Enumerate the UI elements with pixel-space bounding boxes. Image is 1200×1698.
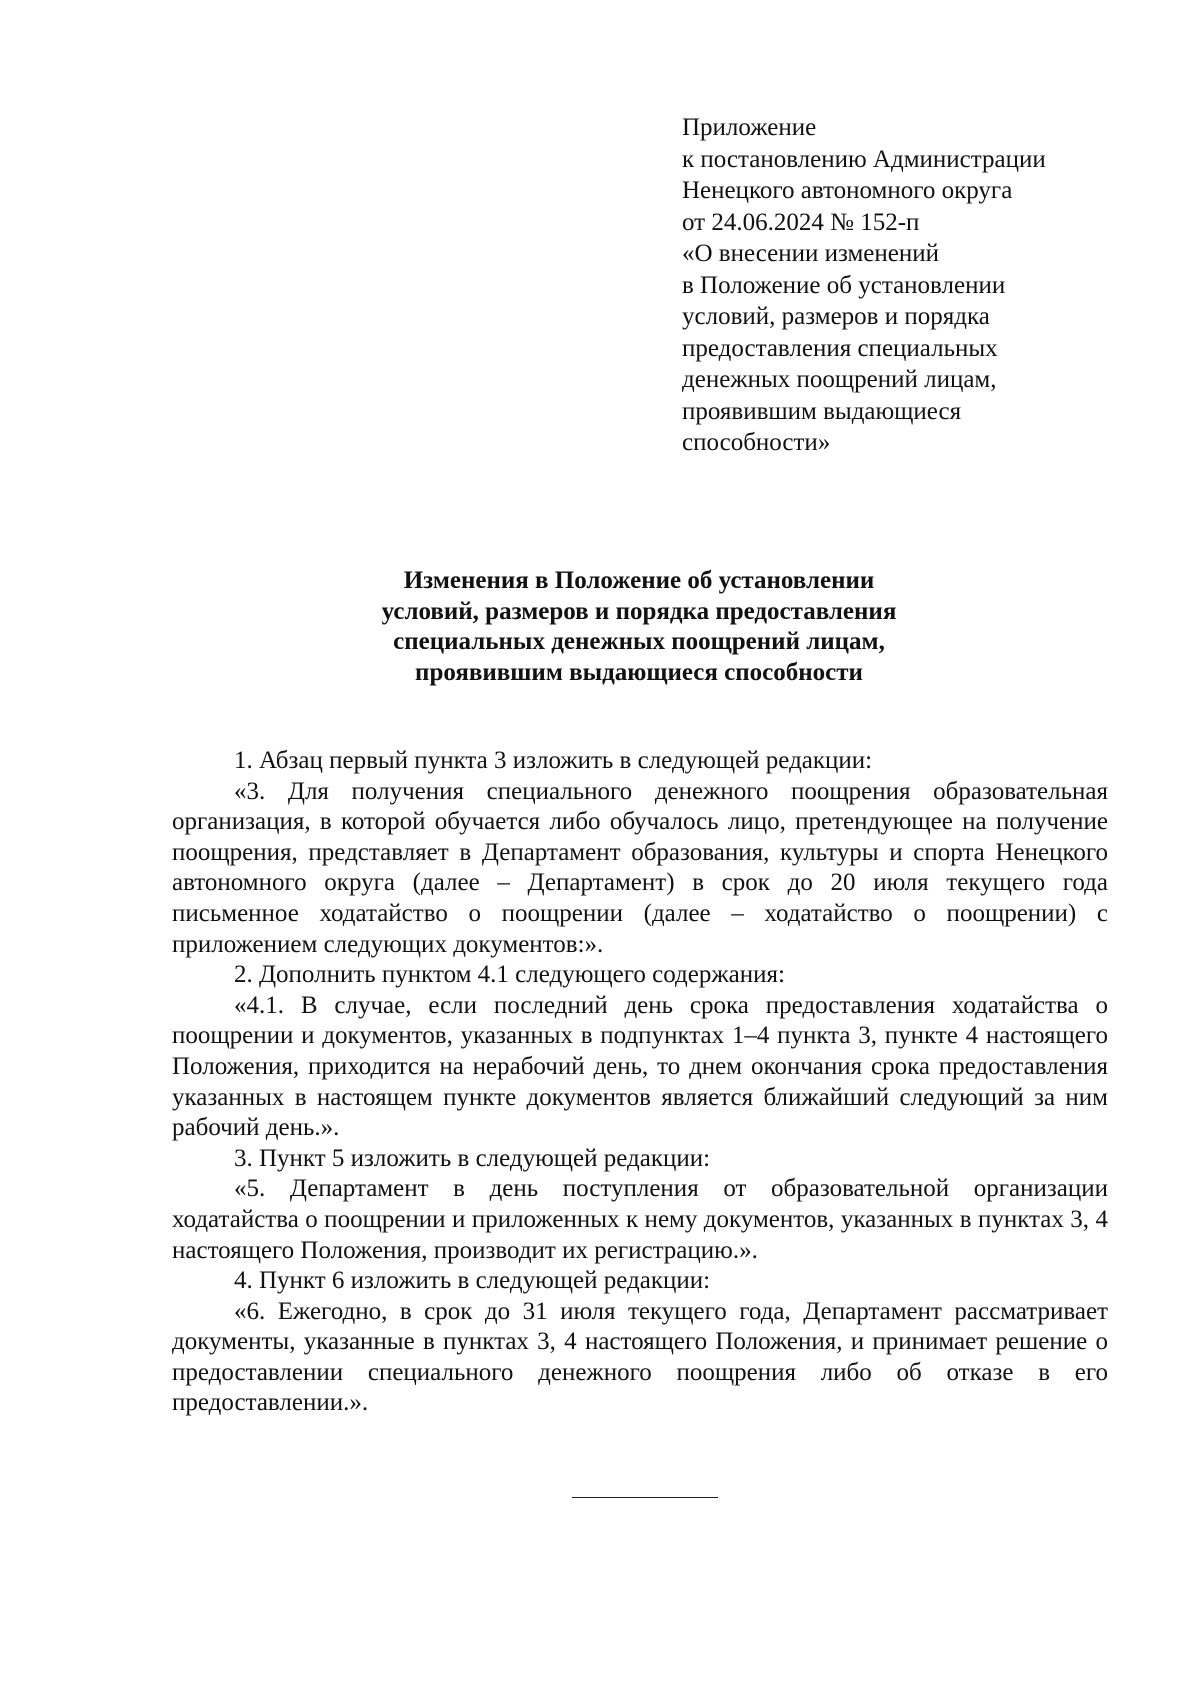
document-title bbox=[172, 566, 1106, 688]
appendix-line: от 24.06.2024 № 152-п bbox=[682, 208, 920, 236]
title-line: специальных денежных поощрений лицам, bbox=[393, 628, 885, 655]
appendix-block bbox=[682, 112, 1152, 459]
title-line: Изменения в Положение об установлении bbox=[403, 567, 875, 594]
title-line: условий, размеров и порядка предоставления bbox=[381, 597, 897, 625]
appendix-line: в Положение об установлении bbox=[682, 271, 1006, 299]
appendix-line: Приложение bbox=[682, 114, 817, 141]
appendix-line: предоставления специальных bbox=[682, 334, 998, 362]
title-line: проявившим выдающиеся способности bbox=[415, 658, 863, 686]
end-separator-line bbox=[572, 1497, 718, 1498]
body-paragraph: «6. Ежегодно, в срок до 31 июля текущего года, Департамент рассматривает документы, указанные в пунктах 3, 4 настоящего Положения, и принимает решение о предоставлении специального денежного поощрения либо об отказе в его предоставлении.». bbox=[172, 1297, 1108, 1417]
body-paragraph: 3. Пункт 5 изложить в следующей редакции: bbox=[234, 1144, 711, 1172]
body-paragraph: «3. Для получения специального денежного поощрения образовательная организация, в которой обучается либо обучалось лицо, претендующее на получение поощрения, представляет в Департамент образования, культуры и спорта Ненецкого автономного округа (далее – Департамент) в срок до 20 июля текущего года письменное ходатайство о поощрении (далее – ходатайство о поощрении) с приложением следующих документов:». bbox=[172, 777, 1108, 958]
appendix-line: проявившим выдающиеся bbox=[682, 397, 962, 425]
appendix-line: «О внесении изменений bbox=[682, 240, 940, 267]
document-body bbox=[172, 746, 1108, 1419]
appendix-line: к постановлению Администрации bbox=[682, 145, 1046, 173]
body-paragraph: 4. Пункт 6 изложить в следующей редакции: bbox=[234, 1267, 711, 1295]
body-paragraph: 2. Дополнить пунктом 4.1 следующего содержания: bbox=[234, 961, 785, 989]
appendix-line: условий, размеров и порядка bbox=[682, 303, 990, 330]
appendix-line: Ненецкого автономного округа bbox=[682, 177, 1013, 204]
appendix-line: способности» bbox=[682, 429, 831, 456]
body-paragraph: 1. Абзац первый пункта 3 изложить в следующей редакции: bbox=[234, 747, 873, 774]
body-paragraph: «5. Департамент в день поступления от образовательной организации ходатайства о поощрении и приложенных к нему документов, указанных в пунктах 3, 4 настоящего Положения, производит их регистрацию.». bbox=[172, 1175, 1108, 1264]
appendix-line: денежных поощрений лицам, bbox=[682, 366, 997, 393]
body-paragraph: «4.1. В случае, если последний день срока предоставления ходатайства о поощрении и документов, указанных в подпунктах 1–4 пункта 3, пункте 4 настоящего Положения, приходится на нерабочий день, то днем окончания срока предоставления указанных в настоящем пункте документов является ближайший следующий за ним рабочий день.». bbox=[172, 991, 1108, 1142]
